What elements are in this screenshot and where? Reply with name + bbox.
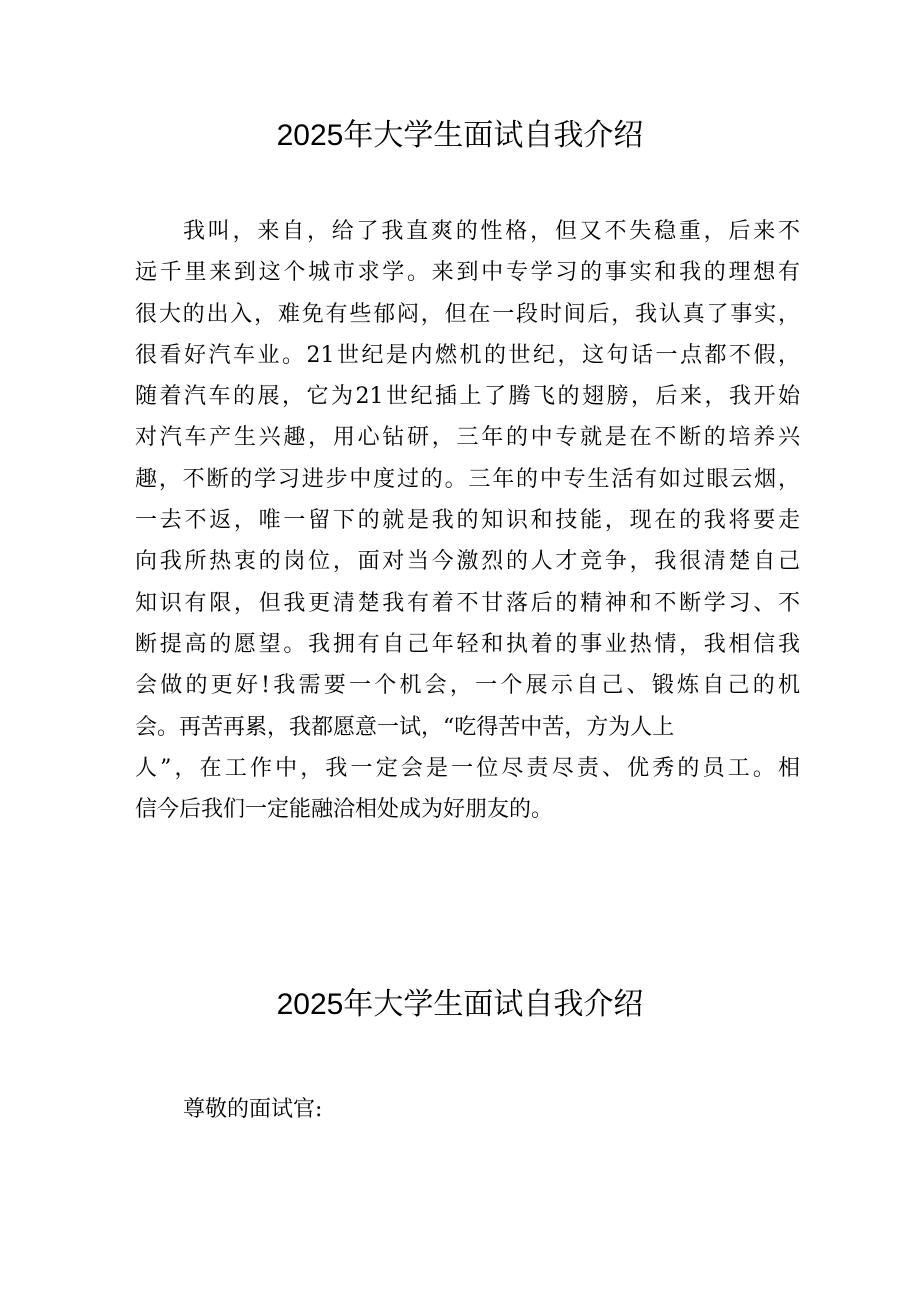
paragraph-line: 会做的更好!我需要一个机会，一个展示自己、锻炼自己的机 (135, 673, 800, 699)
paragraph-line: 人”，在工作中，我一定会是一位尽责尽责、优秀的员工。相 (135, 755, 800, 781)
document-title-repeat: 2025年大学生面试自我介绍 (276, 988, 644, 1021)
paragraph-line: 我叫，来自，给了我直爽的性格，但又不失稳重，后来不 (183, 219, 800, 244)
paragraph-line: 很大的出入，难免有些郁闷，但在一段时间后，我认真了事实， (135, 301, 800, 327)
paragraph-line: 信今后我们一定能融洽相处成为好朋友的。 (135, 797, 554, 823)
paragraph-line: 知识有限，但我更清楚我有着不甘落后的精神和不断学习、不 (135, 590, 800, 616)
paragraph-line: 断提高的愿望。我拥有自己年轻和执着的事业热情，我相信我 (135, 631, 800, 657)
paragraph-line: 对汽车产生兴趣，用心钻研，三年的中专就是在不断的培养兴 (135, 425, 800, 451)
paragraph-line: 很看好汽车业。21世纪是内燃机的世纪，这句话一点都不假， (135, 342, 800, 368)
paragraph-line: 会。再苦再累，我都愿意一试，“吃得苦中苦，方为人上 (135, 714, 675, 740)
document-title: 2025年大学生面试自我介绍 (276, 119, 644, 152)
salutation-line: 尊敬的面试官: (183, 1097, 323, 1122)
paragraph-line: 随着汽车的展，它为21世纪插上了腾飞的翅膀，后来，我开始 (135, 384, 800, 410)
paragraph-line: 趣，不断的学习进步中度过的。三年的中专生活有如过眼云烟， (135, 466, 800, 492)
self-introduction-paragraph (135, 211, 800, 830)
paragraph-line: 向我所热衷的岗位，面对当今激烈的人才竞争，我很清楚自己 (135, 549, 800, 575)
paragraph-line: 远千里来到这个城市求学。来到中专学习的事实和我的理想有 (135, 260, 800, 286)
paragraph-line: 一去不返，唯一留下的就是我的知识和技能，现在的我将要走 (135, 508, 800, 534)
